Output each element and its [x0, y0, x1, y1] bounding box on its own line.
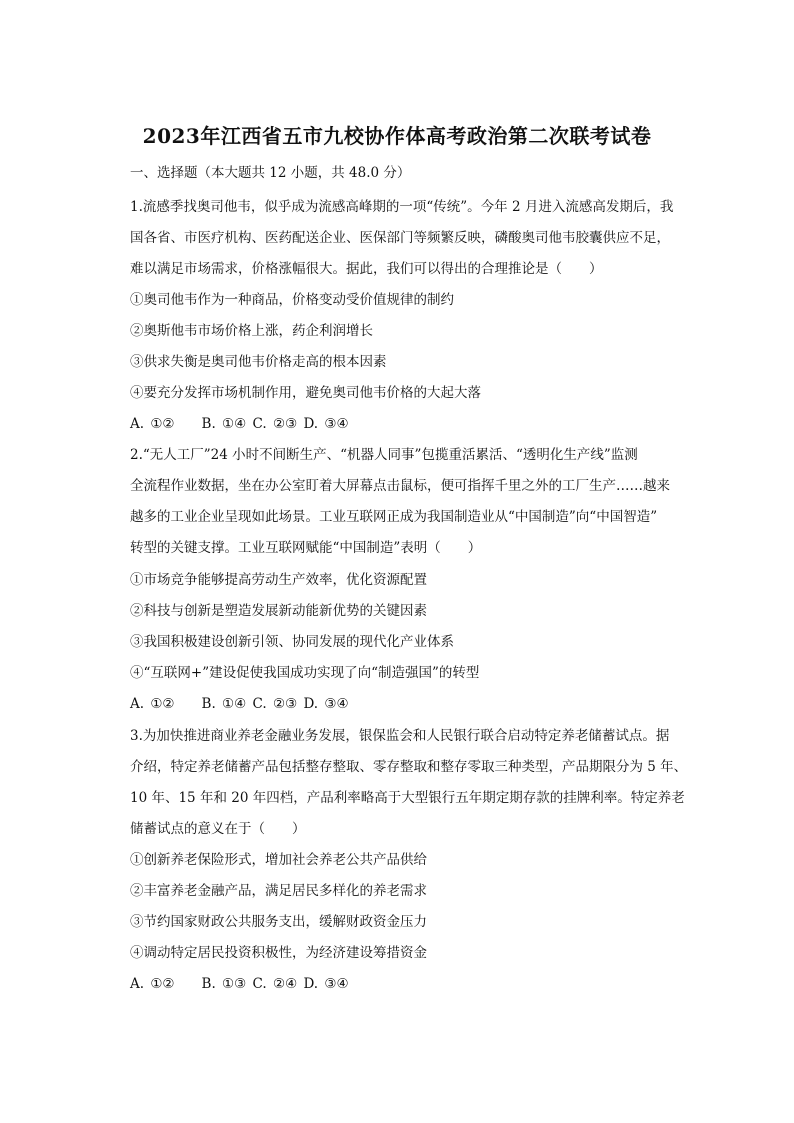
question-1-line-1: 1.流感季找奥司他韦，似乎成为流感高峰期的一项“传统”。今年 2 月进入流感高发期后，我 — [130, 199, 674, 215]
question-2-option-4: ④“互联网+”建设促使我国成功实现了向“制造强国”的转型 — [130, 665, 480, 681]
question-2-line-4: 转型的关键支撑。工业互联网赋能“中国制造”表明（ ） — [130, 540, 482, 556]
question-1-option-4: ④要充分发挥市场机制作用，避免奥司他韦价格的大起大落 — [130, 385, 481, 401]
question-3-line-2: 介绍，特定养老储蓄产品包括整存整取、零存整取和整存零取三种类型，产品期限分为 5 年、 — [130, 759, 688, 775]
question-2-answer-choices: A. ①② B. ①④ C. ②③ D. ③④ — [130, 696, 349, 712]
question-2-line-1: 2.“无人工厂”24 小时不间断生产、“机器人同事”包揽重活累活、“透明化生产线”监测 — [130, 447, 638, 463]
question-2-line-3: 越多的工业企业呈现如此场景。工业互联网正成为我国制造业从“中国制造”向“中国智造” — [130, 509, 658, 525]
question-3-answer-choices: A. ①② B. ①③ C. ②④ D. ③④ — [130, 976, 349, 992]
question-1-answer-choices: A. ①② B. ①④ C. ②③ D. ③④ — [130, 416, 349, 432]
question-3-option-4: ④调动特定居民投资积极性，为经济建设筹措资金 — [130, 945, 427, 961]
question-1-option-2: ②奥斯他韦市场价格上涨，药企利润增长 — [130, 323, 373, 339]
question-3-option-3: ③节约国家财政公共服务支出，缓解财政资金压力 — [130, 914, 427, 930]
question-2-line-2: 全流程作业数据，坐在办公室盯着大屏幕点击鼠标，便可指挥千里之外的工厂生产……越来 — [130, 478, 670, 494]
question-3-option-2: ②丰富养老金融产品，满足居民多样化的养老需求 — [130, 883, 427, 899]
question-1-option-1: ①奥司他韦作为一种商品，价格变动受价值规律的制约 — [130, 292, 454, 308]
section-heading: 一、选择题（本大题共 12 小题，共 48.0 分） — [130, 165, 411, 181]
question-1-line-2: 国各省、市医疗机构、医药配送企业、医保部门等频繁反映，磷酸奥司他韦胶囊供应不足， — [130, 230, 670, 246]
question-2-option-1: ①市场竞争能够提高劳动生产效率，优化资源配置 — [130, 572, 427, 588]
question-3-line-1: 3.为加快推进商业养老金融业务发展，银保监会和人民银行联合启动特定养老储蓄试点。据 — [130, 728, 670, 744]
question-3-line-4: 储蓄试点的意义在于（ ） — [130, 821, 306, 837]
question-1-line-3: 难以满足市场需求，价格涨幅很大。据此，我们可以得出的合理推论是（ ） — [130, 261, 603, 277]
exam-title: 2023年江西省五市九校协作体高考政治第二次联考试卷 — [142, 124, 652, 148]
question-2-option-3: ③我国积极建设创新引领、协同发展的现代化产业体系 — [130, 634, 454, 650]
question-3-option-1: ①创新养老保险形式，增加社会养老公共产品供给 — [130, 852, 427, 868]
question-3-line-3: 10 年、15 年和 20 年四档，产品利率略高于大型银行五年期定期存款的挂牌利率。特定养老 — [130, 790, 685, 806]
question-2-option-2: ②科技与创新是塑造发展新动能新优势的关键因素 — [130, 603, 427, 619]
question-1-option-3: ③供求失衡是奥司他韦价格走高的根本因素 — [130, 354, 387, 370]
